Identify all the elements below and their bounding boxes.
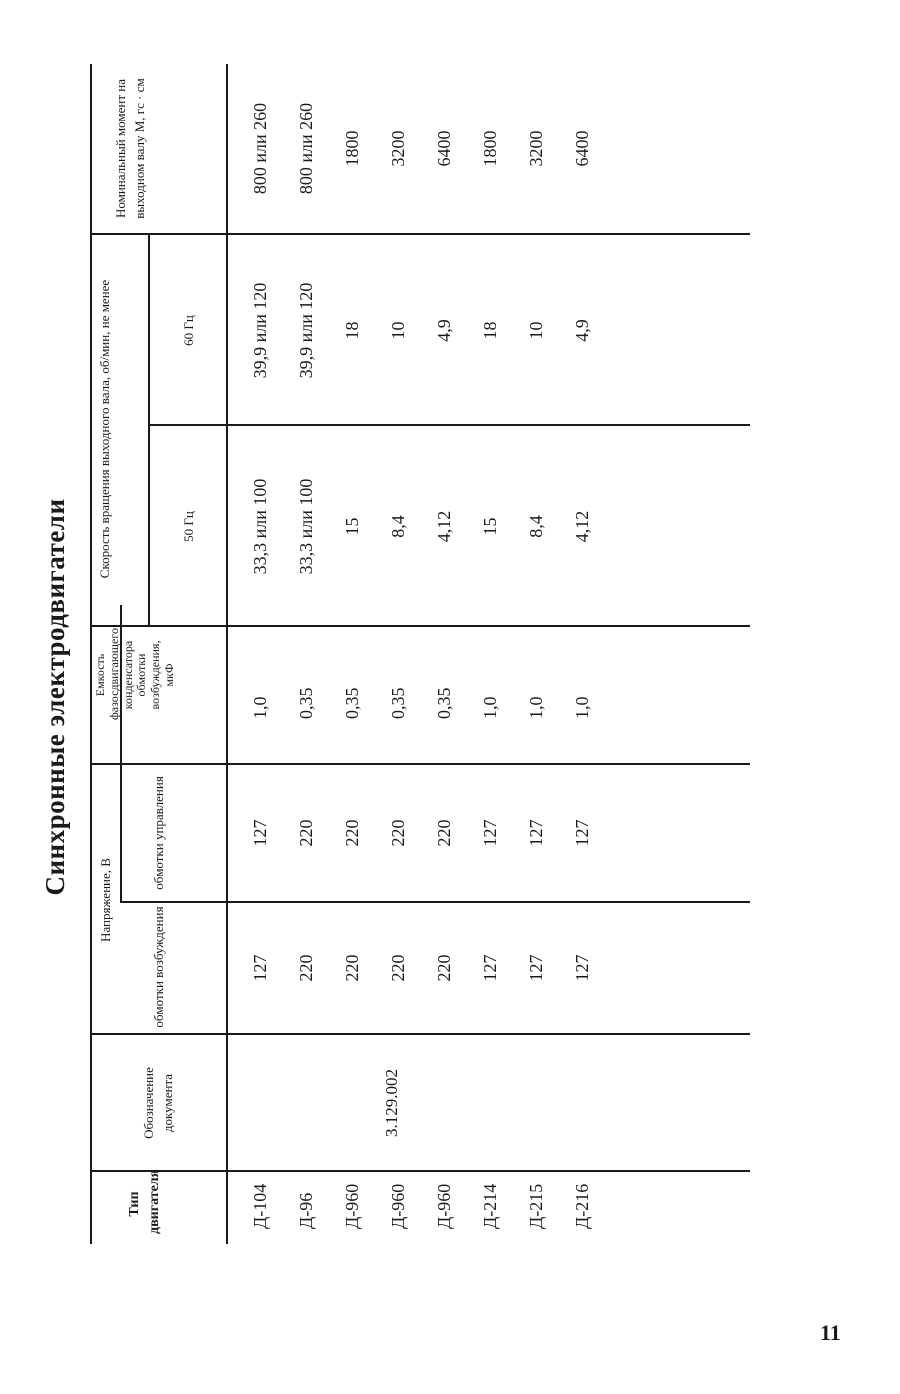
col-sep-type-doc xyxy=(90,1170,750,1172)
cell-voltage-control: 127 xyxy=(250,819,270,847)
cell-voltage-control: 220 xyxy=(296,819,316,847)
header-voltage: Напряжение, В xyxy=(98,858,113,942)
cell-torque: 1800 xyxy=(480,130,500,167)
speed-sub-rule xyxy=(148,235,150,627)
cell-voltage-control: 127 xyxy=(526,819,546,847)
header-voltage-control: обмотки управления xyxy=(151,776,166,890)
table-top-rule xyxy=(90,64,92,1244)
cell-speed-60: 39,9 или 120 xyxy=(250,282,270,379)
cell-type: Д-104 xyxy=(250,1183,270,1229)
cell-torque: 800 или 260 xyxy=(250,102,270,195)
cell-voltage-control: 220 xyxy=(434,819,454,847)
cell-speed-50: 15 xyxy=(480,517,500,536)
col-sep-doc-voltage xyxy=(90,1033,750,1035)
cell-torque: 3200 xyxy=(526,130,546,167)
cell-type: Д-215 xyxy=(526,1183,546,1229)
cell-capacitance: 1,0 xyxy=(526,696,546,719)
header-voltage-excitation: обмотки возбуждения xyxy=(151,906,166,1028)
cell-torque: 6400 xyxy=(572,130,592,167)
cell-torque: 3200 xyxy=(388,130,408,167)
cell-voltage-excitation: 220 xyxy=(296,954,316,982)
cell-speed-60: 10 xyxy=(388,321,408,340)
cell-torque: 6400 xyxy=(434,130,454,167)
document-value: 3.129.002 xyxy=(382,1069,401,1137)
cell-type: Д-96 xyxy=(296,1192,316,1229)
cell-speed-60: 18 xyxy=(342,321,362,340)
col-sep-cap-speed xyxy=(90,625,750,627)
cell-type: Д-216 xyxy=(572,1183,592,1229)
cell-capacitance: 1,0 xyxy=(480,696,500,719)
cell-speed-50: 33,3 или 100 xyxy=(296,478,316,575)
cell-speed-60: 4,9 xyxy=(434,319,454,342)
cell-voltage-excitation: 127 xyxy=(526,954,546,982)
cell-voltage-excitation: 220 xyxy=(342,954,362,982)
header-document: Обозначение документа xyxy=(141,1067,175,1139)
cell-speed-60: 39,9 или 120 xyxy=(296,282,316,379)
cell-torque: 1800 xyxy=(342,130,362,167)
cell-type: Д-960 xyxy=(342,1183,362,1229)
cell-capacitance: 1,0 xyxy=(572,696,592,719)
col-sep-voltage-exc-ctrl xyxy=(120,901,750,903)
header-torque: Номинальный момент на выходном валу М, гс · см xyxy=(113,78,147,219)
cell-type: Д-960 xyxy=(434,1183,454,1229)
cell-capacitance: 0,35 xyxy=(342,687,362,719)
cell-voltage-control: 220 xyxy=(342,819,362,847)
col-sep-speed-torque xyxy=(90,233,750,235)
cell-capacitance: 1,0 xyxy=(250,696,270,719)
cell-speed-50: 4,12 xyxy=(434,510,454,543)
cell-speed-50: 8,4 xyxy=(388,515,408,538)
header-speed: Скорость вращения выходного вала, об/мин, не менее xyxy=(97,279,112,579)
cell-type: Д-214 xyxy=(480,1183,500,1229)
header-speed-50: 50 Гц xyxy=(181,511,196,542)
header-speed-60: 60 Гц xyxy=(181,315,196,346)
col-sep-speed-50-60 xyxy=(148,424,750,426)
header-capacitance: Емкость фазосдвигающего конденсатора обмотки возбуждения, мкФ xyxy=(93,628,176,720)
cell-torque: 800 или 260 xyxy=(296,102,316,195)
cell-voltage-control: 220 xyxy=(388,819,408,847)
header-bottom-rule xyxy=(226,64,228,1244)
cell-voltage-excitation: 220 xyxy=(388,954,408,982)
cell-voltage-control: 127 xyxy=(480,819,500,847)
cell-speed-60: 18 xyxy=(480,321,500,340)
col-sep-voltage-cap xyxy=(90,763,750,765)
cell-capacitance: 0,35 xyxy=(434,687,454,719)
cell-voltage-excitation: 127 xyxy=(480,954,500,982)
cell-capacitance: 0,35 xyxy=(296,687,316,719)
cell-speed-50: 15 xyxy=(342,517,362,536)
cell-speed-50: 8,4 xyxy=(526,515,546,538)
cell-voltage-excitation: 127 xyxy=(572,954,592,982)
page-title: Синхронные электродвигатели xyxy=(40,498,70,896)
cell-speed-50: 4,12 xyxy=(572,510,592,543)
cell-capacitance: 0,35 xyxy=(388,687,408,719)
cell-type: Д-960 xyxy=(388,1183,408,1229)
page-number: 11 xyxy=(820,1320,841,1345)
cell-speed-60: 10 xyxy=(526,321,546,340)
cell-voltage-excitation: 127 xyxy=(250,954,270,982)
cell-voltage-excitation: 220 xyxy=(434,954,454,982)
header-type: Тип двигателя xyxy=(127,1169,163,1234)
cell-speed-50: 33,3 или 100 xyxy=(250,478,270,575)
cell-voltage-control: 127 xyxy=(572,819,592,847)
cell-speed-60: 4,9 xyxy=(572,319,592,342)
